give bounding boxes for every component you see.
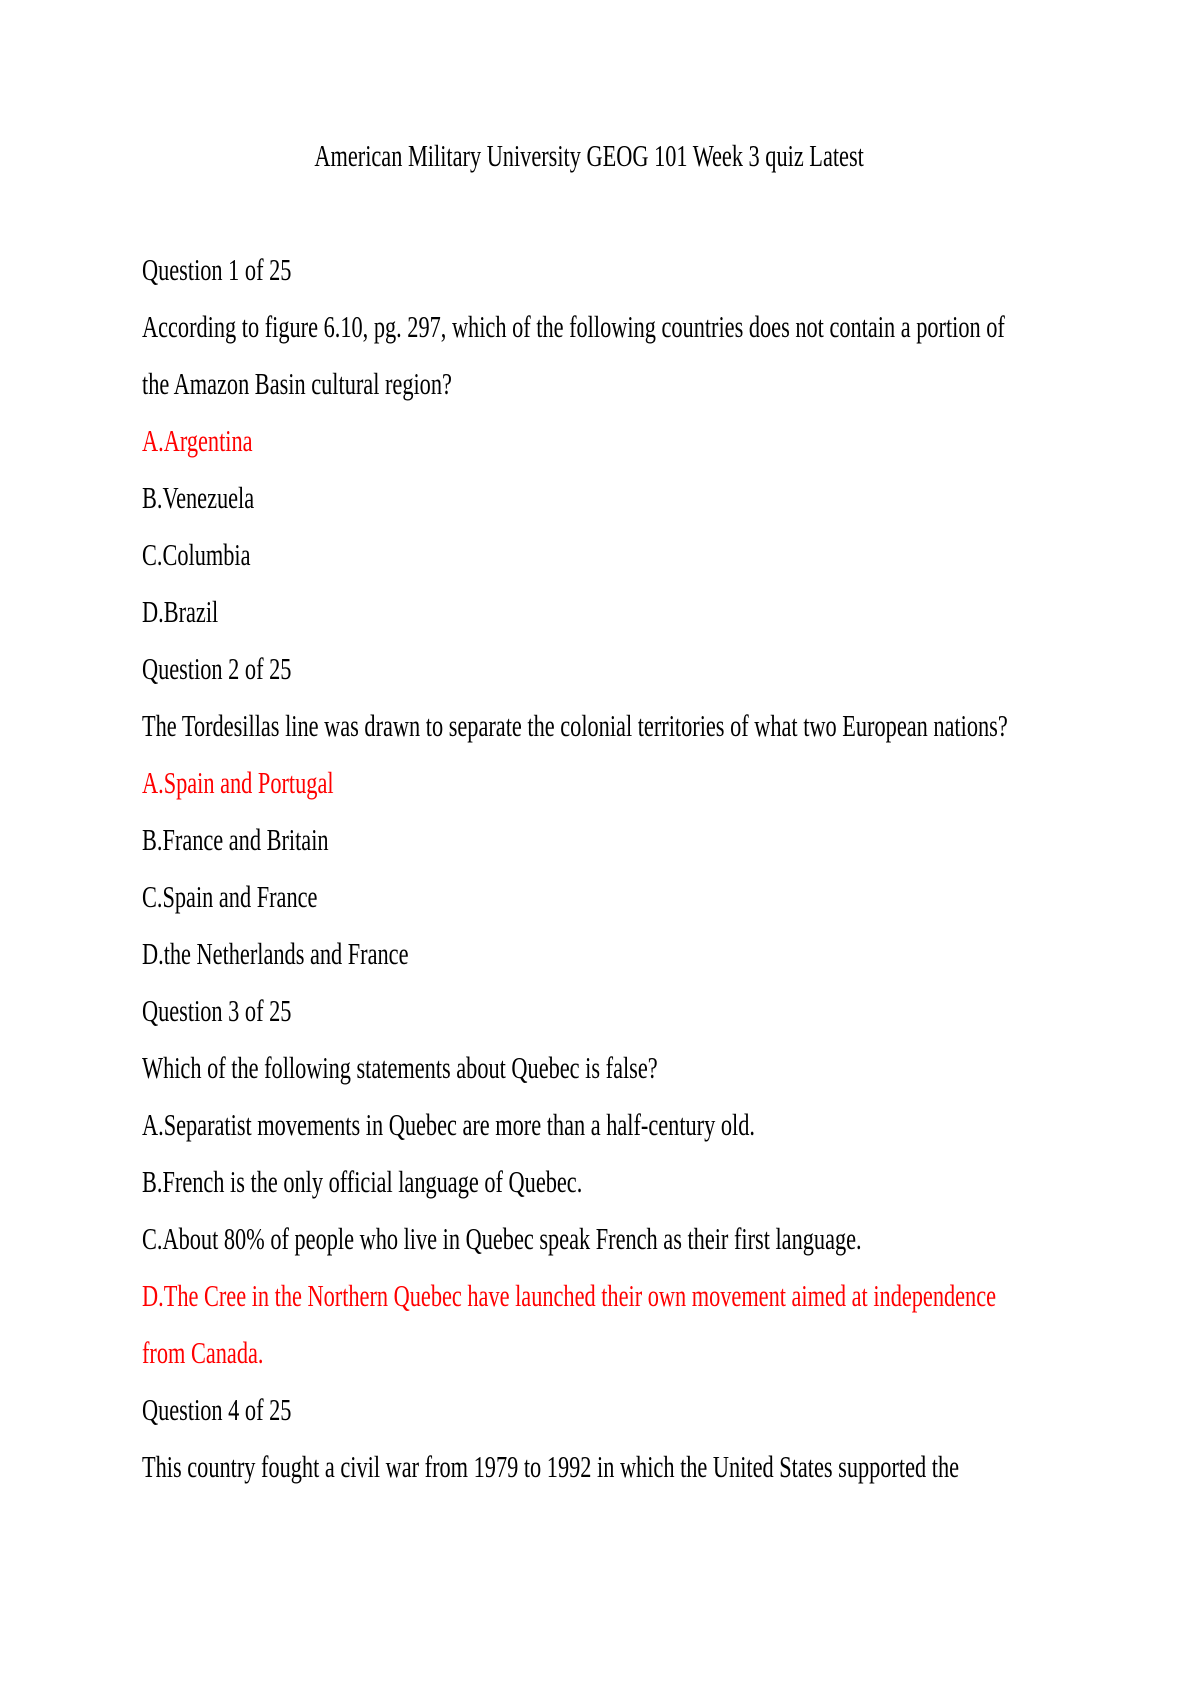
question-2-option-b: B.France and Britain [142,822,329,857]
question-3-text-line-1: Which of the following statements about Quebec is false? [142,1050,658,1085]
question-3-header: Question 3 of 25 [142,993,292,1028]
question-3-option-d-line-1: D.The Cree in the Northern Quebec have launched their own movement aimed at independence [142,1278,997,1313]
question-2-header: Question 2 of 25 [142,651,292,686]
question-1-header: Question 1 of 25 [142,252,292,287]
question-1-option-c: C.Columbia [142,537,251,572]
question-3-option-d-line-2: from Canada. [142,1335,264,1370]
blank-line [142,184,1036,241]
question-3-option-c: C.About 80% of people who live in Quebec speak French as their first language. [142,1221,862,1256]
question-1-text-line-2: the Amazon Basin cultural region? [142,366,452,401]
quiz-document-page [142,127,1036,1495]
question-1-text-line-1: According to figure 6.10, pg. 297, which of the following countries does not contain a portion of [142,309,1005,344]
question-2-option-c: C.Spain and France [142,879,318,914]
question-4-text-line-1: This country fought a civil war from 1979 to 1992 in which the United States supported the [142,1449,960,1484]
question-3-option-a: A.Separatist movements in Quebec are more than a half-century old. [142,1107,755,1142]
question-4-header: Question 4 of 25 [142,1392,292,1427]
question-2-option-a: A.Spain and Portugal [142,765,334,800]
question-3-option-b: B.French is the only official language of Quebec. [142,1164,583,1199]
question-1-option-d: D.Brazil [142,594,219,629]
page-title: American Military University GEOG 101 Week 3 quiz Latest [314,138,864,173]
question-2-option-d: D.the Netherlands and France [142,936,409,971]
question-2-text-line-1: The Tordesillas line was drawn to separate the colonial territories of what two European nations? [142,708,1008,743]
question-1-option-a: A.Argentina [142,423,253,458]
question-1-option-b: B.Venezuela [142,480,255,515]
